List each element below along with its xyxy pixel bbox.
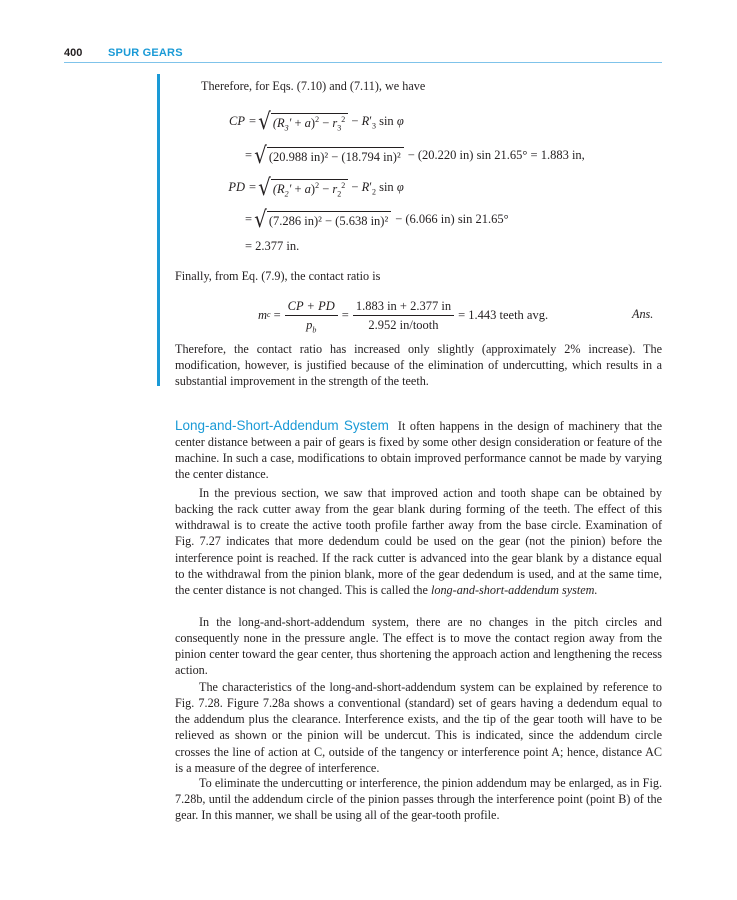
equation-pd-tail: − (6.066 in) sin 21.65°: [395, 211, 509, 226]
equation-pd-line1: PD = √ $(R_2' + a)^2 - r_2^2$ − $R'_2$ sin φ: [201, 174, 404, 200]
section-title: Long-and-Short-Addendum System: [175, 418, 389, 433]
chapter-title: SPUR GEARS: [108, 47, 183, 59]
equation-pd-radicand: (7.286 in)² − (5.638 in)²: [267, 211, 391, 229]
section-paragraph-5: To eliminate the undercutting or interference, the pinion addendum may be enlarged, as in Fig. 7.28b, until the addendum circle of the pinion passes through the interference point (point B) of the gear. In this manner, we shall be using all of the gear-tooth profile.: [175, 776, 662, 823]
contact-ratio-result: = 1.443 teeth avg.: [458, 307, 549, 322]
equation-cp-radicand: (20.988 in)² − (18.794 in)²: [267, 147, 404, 165]
fraction-symbolic-denominator-sub: b: [312, 325, 317, 334]
equation-pd-result: = 2.377 in.: [245, 239, 300, 253]
section-paragraph-1: [175, 418, 662, 483]
fraction-numeric-numerator: 1.883 in + 2.377 in: [353, 299, 454, 316]
equation-pd-line2: = √ (7.286 in)² − (5.638 in)² − (6.066 in) sin 21.65°: [245, 205, 509, 233]
fraction-symbolic: [285, 299, 338, 332]
fraction-symbolic-numerator: CP + PD: [285, 299, 338, 316]
section-paragraph-2: [175, 485, 662, 598]
equation-cp-tail: − (20.220 in) sin 21.65° = 1.883 in,: [407, 147, 585, 162]
section-p1-text: It often happens in the design of machinery that the center distance between a pair of gears is fixed by some other design consideration or feature of the machine. In such a case, modifications to obtain improved performance cannot be made by varying the center distance.: [175, 419, 663, 482]
section-p2-text: In the previous section, we saw that improved action and tooth shape can be obtained by backing the rack cutter away from the gear blank during forming of the teeth. The effect of this withdrawal is to create the active tooth profile farther away from the base circle. Examination of Fig. 7.27 indicates that more dedendum could be used on the gear (not the pinion) before the interference point is reached. If the rack cutter is advanced into the gear blank by a distance equal to the withdrawal from the pinion blank, more of the gear dedendum is used, and at the same time, the center distance is not changed. This is called the: [175, 486, 662, 597]
example-intro: Therefore, for Eqs. (7.10) and (7.11), we have: [201, 79, 426, 93]
equation-cp-line1: CP = √ $(R_3' + a)^2 - r_3^2$ − $R'_3$ sin φ: [201, 108, 404, 134]
equation-cp-lhs: CP: [229, 113, 245, 128]
equation-contact-ratio: m c = $\frac{CP + PD}{p_b}$ = $\frac{1.883 in + 2.377 in}{\text{2.952 in/tooth}}$ = 1.443 teeth avg.: [258, 298, 549, 334]
fraction-numeric-denominator: 2.952 in/tooth: [368, 317, 439, 332]
fraction-numeric: [353, 299, 454, 332]
finally-text: Finally, from Eq. (7.9), the contact ratio is: [175, 269, 381, 283]
equation-cp-line2: = √ (20.988 in)² − (18.794 in)² − (20.220 in) sin 21.65° = 1.883 in,: [245, 141, 585, 169]
section-paragraph-3: In the long-and-short-addendum system, there are no changes in the pitch circles and consequently none in the pressure angle. The effect is to move the contact region away from the pinion center toward the gear center, thus shortening the approach action and lengthening the recess action.: [175, 615, 662, 678]
example-sidebar-bar: [157, 74, 160, 386]
fraction-symbolic-denominator: p: [306, 317, 313, 332]
page-number: 400: [64, 47, 83, 59]
equation-pd-lhs: PD: [228, 179, 245, 194]
running-header: [64, 45, 662, 63]
answer-label: Ans.: [632, 307, 654, 321]
section-p2-italic: long-and-short-addendum system.: [430, 582, 598, 597]
section-paragraph-4: The characteristics of the long-and-short-addendum system can be explained by reference to Fig. 7.28. Figure 7.28a shows a conventional (standard) set of gears having a dedendum equal to the addendum plus the clearance. Interference exists, and the tip of the gear tooth will have to be relieved as shown or the pinion will be undercut. This is indicated, since the addendum circle crosses the line of action at C, outside of the tangency or interference point A; hence, distance AC is a measure of the degree of interference.: [175, 680, 662, 775]
example-conclusion: Therefore, the contact ratio has increased only slightly (approximately 2% increase). The modification, however, is justified because of the elimination of undercutting, which results in a substantial improvement in the strength of the teeth.: [175, 342, 662, 389]
mc-lhs: m: [258, 307, 268, 322]
